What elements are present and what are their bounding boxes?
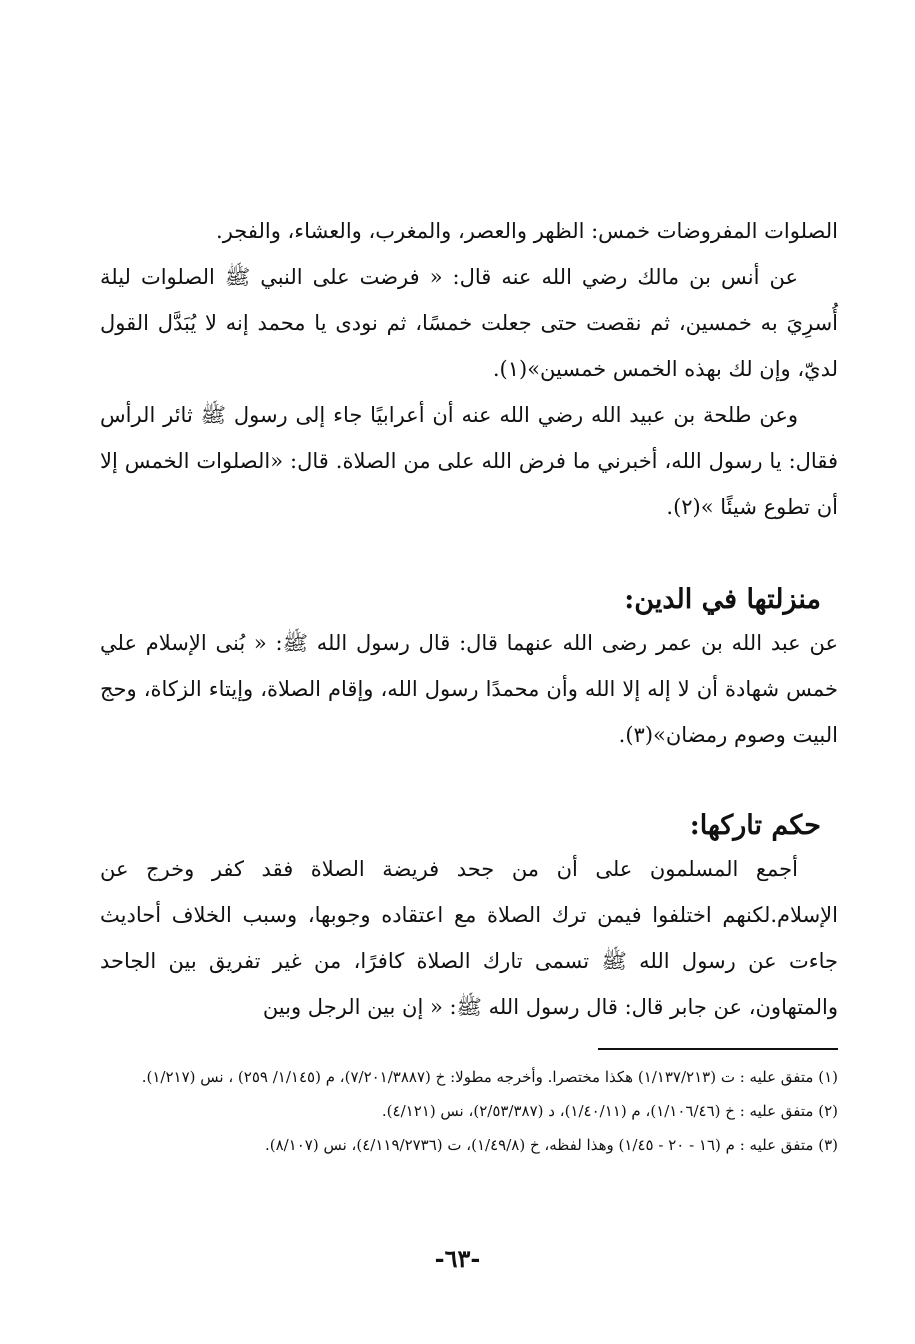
paragraph-ibn-umar-hadith: عن عبد الله بن عمر رضى الله عنهما قال: قال رسول الله ﷺ: « بُنى الإسلام علي خمس شهادة أن لا إله إلا الله وأن محمدًا رسول الله، وإقام الصلاة، وإيتاء الزكاة، وحج البيت وصوم رمضان»(٣). — [100, 631, 838, 747]
page-number: -٦٣- — [434, 1244, 481, 1273]
section-obligatory-prayers — [100, 208, 838, 530]
paragraph-anas-hadith: عن أنس بن مالك رضي الله عنه قال: « فرضت على النبي ﷺ الصلوات ليلة أُسرِيَ به خمسين، ثم نقصت حتى جعلت خمسًا، ثم نودى يا محمد إنه لا يُبَدَّل القول لديّ، وإن لك بهذه الخمس خمسين»(١). — [100, 265, 838, 381]
heading-ruling-on-abandoner: حكم تاركها: — [689, 810, 821, 841]
paragraph-five-prayers: الصلوات المفروضات خمس: الظهر والعصر، والمغرب، والعشاء، والفجر. — [216, 219, 838, 243]
footnote-1: (١) متفق عليه : ت (١/١٣٧/٢١٣) هكذا مختصرا. وأخرجه مطولا: خ (٧/٢٠١/٣٨٨٧)، م (١/١٤٥/ ٢٥٩) ، نس (١/٢١٧). — [141, 1068, 838, 1086]
paragraph-talha-hadith: وعن طلحة بن عبيد الله رضي الله عنه أن أعرابيًا جاء إلى رسول ﷺ ثائر الرأس فقال: يا رسول الله، أخبرني ما فرض الله على من الصلاة. قال: «الصلوات الخمس إلا أن تطوع شيئًا »(٢). — [100, 403, 838, 519]
heading-status-in-religion: منزلتها في الدين: — [624, 584, 821, 615]
footnote-divider — [598, 1048, 838, 1050]
footnote-3: (٣) متفق عليه : م (١٦ - ٢٠ - ١/٤٥) وهذا لفظه، خ (١/٤٩/٨)، ت (٤/١١٩/٢٧٣٦)، نس (٨/١٠٧). — [264, 1136, 838, 1154]
section-status-in-religion — [100, 620, 838, 758]
footnotes — [100, 1060, 838, 1162]
paragraph-consensus: أجمع المسلمون على أن من جحد فريضة الصلاة فقد كفر وخرج عن الإسلام.لكنهم اختلفوا فيمن ترك الصلاة مع اعتقاده وجوبها، وسبب الخلاف أحاديث جاءت عن رسول الله ﷺ تسمى تارك الصلاة كافرًا، من غير تفريق بين الجاحد والمتهاون، عن جابر قال: قال رسول الله ﷺ: « إن بين الرجل وبين — [100, 857, 838, 1019]
footnote-2: (٢) متفق عليه : خ (١/١٠٦/٤٦)، م (١/٤٠/١١)، د (٢/٥٣/٣٨٧)، نس (٤/١٢١). — [381, 1102, 838, 1120]
section-ruling-on-abandoner — [100, 846, 838, 1030]
